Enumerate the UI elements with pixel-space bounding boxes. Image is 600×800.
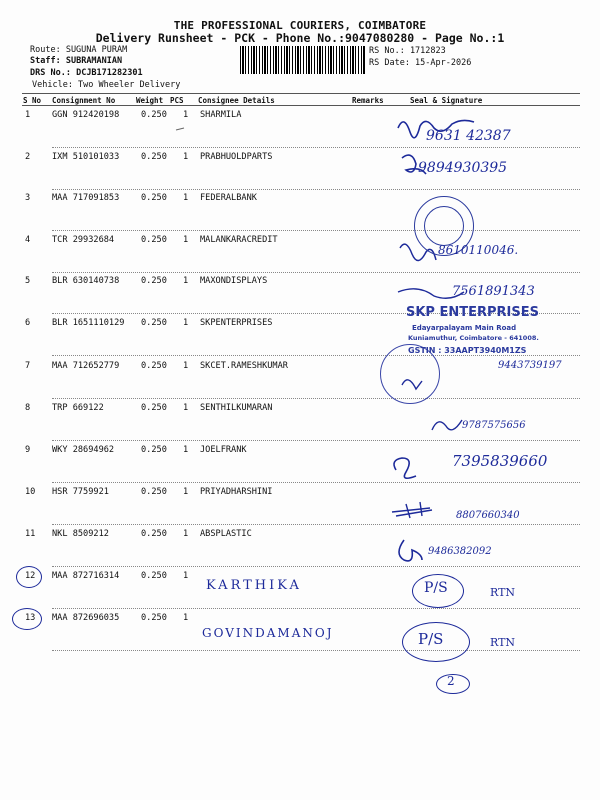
row-consignment: WKY 28694962 [52,445,115,455]
rtn-mark-12: RTN [490,586,516,599]
row-sno: 11 [25,529,36,539]
hw-phone-11: 9486382092 [428,546,492,557]
col-sno: S No [23,96,42,105]
row-consignment: BLR 1651110129 [52,318,125,328]
row-weight: 0.250 [141,361,167,371]
row-consignment: TCR 29932684 [52,235,115,245]
hw-phone-5: 7561891343 [452,284,535,299]
row-consignee: MALANKARACREDIT [200,235,278,245]
row-weight: 0.250 [141,276,167,286]
hw-phone-7: 9443739197 [498,360,562,371]
drs-number: DCJB171282301 [76,68,143,78]
row-consignment: MAA 717091853 [52,193,120,203]
staff-label: Staff: [30,56,61,66]
row-weight: 0.250 [141,403,167,413]
circle-sno-13 [12,608,42,630]
row-consignee: FEDERALBANK [200,193,257,203]
hw-phone-1: 9631 42387 [426,128,511,144]
row-weight: 0.250 [141,613,167,623]
runsheet-subtitle: Delivery Runsheet - PCK - Phone No.:9047080280 - Page No.:1 [95,31,505,45]
row-consignee: SKCET.RAMESHKUMAR [200,361,288,371]
row-pcs: 1 [183,361,189,371]
row-consignment: HSR 7759921 [52,487,109,497]
row-sno: 10 [25,487,36,497]
row-pcs: 1 [183,276,189,286]
skp-stamp-address: Edayarpalayam Main Road [412,324,517,332]
row-consignee: ABSPLASTIC [200,529,252,539]
col-consignment: Consignment No [52,96,116,105]
row-consignee: SHARMILA [200,110,242,120]
row-sno: 2 [25,152,31,162]
row-pcs: 1 [183,193,189,203]
row-consignee: MAXONDISPLAYS [200,276,268,286]
circle-sno-12 [16,566,42,588]
signature-11 [399,540,422,561]
row-consignment: IXM 510101033 [52,152,120,162]
page-mark: 2 [447,674,455,688]
skp-stamp-name: SKP ENTERPRISES [406,305,539,320]
row-weight: 0.250 [141,571,167,581]
row-pcs: 1 [183,487,189,497]
row-consignment: GGN 912420198 [52,110,120,120]
row-pcs: 1 [183,445,189,455]
rs-date: RS Date: 15-Apr-2026 [369,58,472,68]
row-pcs: 1 [183,613,189,623]
col-seal: Seal & Signature [410,96,483,105]
signature-10 [392,502,432,518]
row-pcs: 1 [183,403,189,413]
row-weight: 0.250 [141,235,167,245]
skp-stamp-city: Kuniamuthur, Coimbatore - 641008. [408,334,539,342]
row-weight: 0.250 [141,487,167,497]
row-pcs: 1 [183,318,189,328]
row-weight: 0.250 [141,529,167,539]
row-pcs: 1 [183,235,189,245]
row-weight: 0.250 [141,193,167,203]
hw-name-13: GOVINDAMANOJ [202,626,334,640]
ps-mark-12: P/S [424,580,448,596]
row-sno: 1 [25,110,31,120]
row-weight: 0.250 [141,110,167,120]
check-mark [176,128,184,130]
col-pcs: PCS [170,96,184,105]
row-sno: 13 [25,613,36,623]
row-pcs: 1 [183,152,189,162]
row-sno: 6 [25,318,31,328]
row-pcs: 1 [183,529,189,539]
col-consignee: Consignee Details [198,96,275,105]
row-weight: 0.250 [141,152,167,162]
hw-phone-8: 9787575656 [462,420,526,431]
row-consignment: BLR 630140738 [52,276,120,286]
row-sno: 3 [25,193,31,203]
hw-name-12: KARTHIKA [206,578,302,593]
hw-phone-4: 8610110046. [438,243,519,257]
row-weight: 0.250 [141,318,167,328]
row-consignment: MAA 872716314 [52,571,120,581]
row-pcs: 1 [183,110,189,120]
staff-name: SUBRAMANIAN [65,56,123,66]
vehicle-label: Vehicle: Two Wheeler Delivery [32,80,181,90]
col-remarks: Remarks [352,96,384,105]
row-consignment: NKL 8509212 [52,529,109,539]
hw-phone-9: 7395839660 [452,452,548,470]
rs-number: RS No.: 1712823 [369,46,446,56]
signature-9 [394,458,416,478]
row-consignment: MAA 712652779 [52,361,120,371]
route-label: Route: SUGUNA PURAM [30,45,128,55]
row-consignee: SKPENTERPRISES [200,318,273,328]
drs-label: DRS No.: [30,68,71,78]
row-consignment: TRP 669122 [52,403,104,413]
row-consignee: PRABHUOLDPARTS [200,152,273,162]
row-pcs: 1 [183,571,189,581]
row-consignment: MAA 872696035 [52,613,120,623]
hw-phone-10: 8807660340 [456,510,520,521]
ps-mark-13: P/S [418,630,444,648]
company-title: THE PROFESSIONAL COURIERS, COIMBATORE [173,19,427,32]
col-weight: Weight [136,96,164,105]
bank-stamp-inner [424,206,464,246]
row-consignee: JOELFRANK [200,445,247,455]
row-sno: 12 [25,571,36,581]
row-consignee: SENTHILKUMARAN [200,403,273,413]
row-consignee: PRIYADHARSHINI [200,487,273,497]
rtn-mark-13: RTN [490,636,516,649]
row-weight: 0.250 [141,445,167,455]
hw-phone-2: 9894930395 [418,160,508,176]
row-sno: 5 [25,276,31,286]
row-sno: 8 [25,403,31,413]
row-sno: 9 [25,445,31,455]
row-sno: 7 [25,361,31,371]
signature-8 [432,420,462,430]
row-sno: 4 [25,235,31,245]
skp-stamp-gstin: GSTIN : 33AAPT3940M1ZS [408,346,527,355]
